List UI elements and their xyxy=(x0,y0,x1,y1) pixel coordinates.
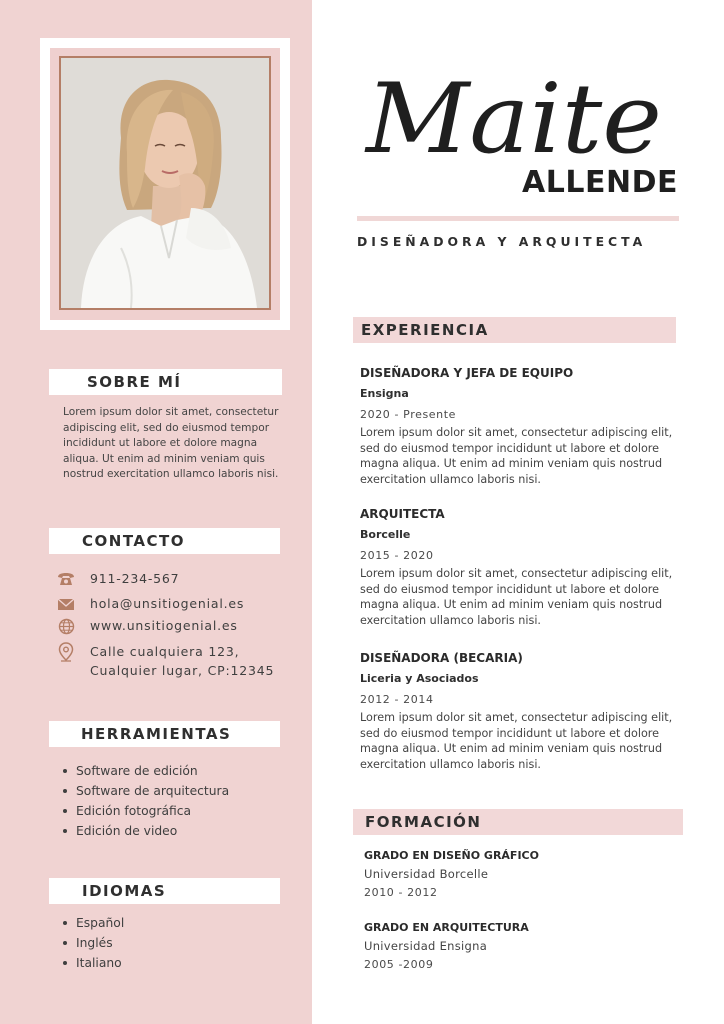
list-item: Edición de video xyxy=(61,821,229,841)
experience-company: Borcelle xyxy=(360,528,411,541)
education-entry xyxy=(364,919,684,975)
contact-heading-box xyxy=(49,528,280,554)
languages-heading: IDIOMAS xyxy=(82,882,167,900)
experience-role: ARQUITECTA xyxy=(360,507,445,521)
contact-web-row xyxy=(56,618,238,634)
languages-heading-box xyxy=(49,878,280,904)
education-heading-box xyxy=(353,809,683,835)
list-item: Español xyxy=(61,913,124,933)
experience-description: Lorem ipsum dolor sit amet, consectetur adipiscing elit, sed do eiusmod tempor incididunt ut labore et dolore magna aliqua. Ut enim ad minim veniam quis nostrud exercitation ullamco laboris nisi. xyxy=(360,711,673,771)
contact-address xyxy=(90,642,274,680)
job-title: DISEÑADORA Y ARQUITECTA xyxy=(357,234,647,249)
contact-heading: CONTACTO xyxy=(82,532,185,550)
about-text: Lorem ipsum dolor sit amet, consectetur adipiscing elit, sed do eiusmod tempor incididunt ut labore et dolore magna aliqua. Ut enim ad minim veniam quis nostrud exercitation ullamco laboris nisi. xyxy=(63,406,279,480)
about-heading-box xyxy=(49,369,282,395)
title-divider xyxy=(357,216,679,221)
education-degree: GRADO EN ARQUITECTURA xyxy=(364,921,529,934)
experience-role: DISEÑADORA Y JEFA DE EQUIPO xyxy=(360,366,574,380)
experience-heading-box xyxy=(353,317,676,343)
mail-icon xyxy=(56,596,76,612)
location-pin-icon xyxy=(56,642,76,662)
education-heading: FORMACIÓN xyxy=(365,813,482,831)
experience-role: DISEÑADORA (BECARIA) xyxy=(360,651,523,665)
education-degree: GRADO EN DISEÑO GRÁFICO xyxy=(364,849,539,862)
profile-photo xyxy=(59,56,271,310)
education-school: Universidad Borcelle xyxy=(364,867,489,881)
languages-list xyxy=(61,913,124,973)
experience-heading: EXPERIENCIA xyxy=(361,321,489,339)
education-entry xyxy=(364,847,684,903)
last-name: ALLENDE xyxy=(522,165,678,200)
list-item: Software de edición xyxy=(61,761,229,781)
contact-email[interactable]: hola@unsitiogenial.es xyxy=(90,596,245,611)
list-item: Inglés xyxy=(61,933,124,953)
tools-heading: HERRAMIENTAS xyxy=(81,725,232,743)
globe-icon xyxy=(56,618,76,634)
tools-heading-box xyxy=(49,721,280,747)
contact-phone-row xyxy=(56,571,179,587)
list-item: Edición fotográfica xyxy=(61,801,229,821)
contact-web[interactable]: www.unsitiogenial.es xyxy=(90,618,238,633)
education-school: Universidad Ensigna xyxy=(364,939,488,953)
experience-company: Ensigna xyxy=(360,387,409,400)
experience-description: Lorem ipsum dolor sit amet, consectetur adipiscing elit, sed do eiusmod tempor incididunt ut labore et dolore magna aliqua. Ut enim ad minim veniam quis nostrud exercitation ullamco laboris nisi. xyxy=(360,426,673,486)
education-dates: 2005 -2009 xyxy=(364,958,434,971)
contact-phone[interactable]: 911-234-567 xyxy=(90,571,180,586)
profile-photo-frame xyxy=(40,38,290,330)
experience-dates: 2015 - 2020 xyxy=(360,549,434,562)
about-heading: SOBRE MÍ xyxy=(87,373,182,391)
list-item: Software de arquitectura xyxy=(61,781,229,801)
contact-email-row xyxy=(56,596,244,612)
contact-address-line1: Calle cualquiera 123, xyxy=(90,644,240,659)
first-name: Maite xyxy=(364,63,662,175)
experience-entry xyxy=(360,649,680,772)
profile-photo-mat xyxy=(50,48,280,320)
first-name-script xyxy=(364,40,684,175)
experience-entry xyxy=(360,505,680,628)
experience-company: Liceria y Asociados xyxy=(360,672,479,685)
phone-icon xyxy=(56,571,76,587)
contact-address-row xyxy=(56,642,274,680)
education-dates: 2010 - 2012 xyxy=(364,886,438,899)
tools-list xyxy=(61,761,229,841)
experience-entry xyxy=(360,364,680,487)
experience-description: Lorem ipsum dolor sit amet, consectetur adipiscing elit, sed do eiusmod tempor incididunt ut labore et dolore magna aliqua. Ut enim ad minim veniam quis nostrud exercitation ullamco laboris nisi. xyxy=(360,567,673,627)
experience-dates: 2012 - 2014 xyxy=(360,693,434,706)
experience-dates: 2020 - Presente xyxy=(360,408,456,421)
contact-address-line2: Cualquier lugar, CP:12345 xyxy=(90,663,275,678)
list-item: Italiano xyxy=(61,953,124,973)
